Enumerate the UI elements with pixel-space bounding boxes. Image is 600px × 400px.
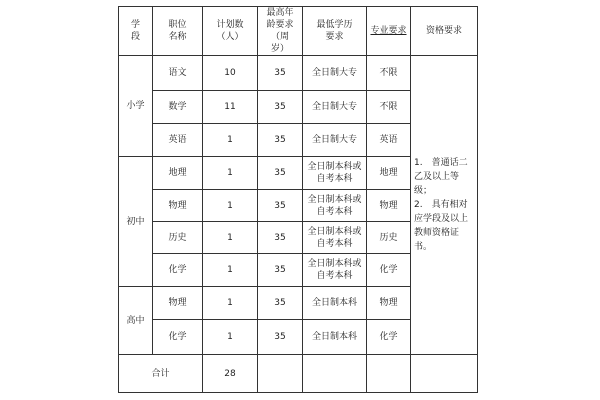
- major-cell: [367, 320, 411, 355]
- stage-cell-text: 小学: [126, 101, 145, 111]
- age-cell-text: 35: [274, 68, 286, 78]
- education-cell: [303, 190, 367, 222]
- subject-cell-text: 化学: [168, 332, 187, 342]
- plan-cell: [203, 254, 258, 287]
- plan-cell: [203, 91, 258, 124]
- age-cell-text: 35: [274, 200, 286, 211]
- plan-cell: [203, 287, 258, 320]
- subject-cell: [153, 157, 203, 190]
- education-cell: [303, 254, 367, 287]
- education-cell-text: 全日制本科: [311, 298, 357, 308]
- table-row: [119, 56, 478, 91]
- subject-cell: [153, 287, 203, 320]
- subject-cell: [153, 124, 203, 157]
- education-cell: [303, 287, 367, 320]
- major-cell: [367, 222, 411, 254]
- subject-cell-text: 地理: [168, 168, 187, 178]
- major-cell-text: 不限: [379, 68, 398, 78]
- empty-cell: [303, 355, 367, 393]
- age-cell-text: 35: [274, 298, 286, 308]
- age-cell: [258, 157, 303, 190]
- subject-cell-text: 英语: [168, 135, 187, 145]
- major-cell: [367, 157, 411, 190]
- education-cell: [303, 91, 367, 124]
- major-cell: [367, 124, 411, 157]
- education-cell-text: 全日制大专: [311, 102, 357, 112]
- major-cell-text: 化学: [379, 265, 398, 275]
- plan-cell: [203, 320, 258, 355]
- subject-cell-text: 数学: [168, 102, 187, 112]
- subject-cell: [153, 91, 203, 124]
- education-cell-text: 全日制本科: [311, 332, 357, 342]
- plan-cell-text: 1: [227, 200, 233, 211]
- age-cell-text: 35: [274, 232, 286, 243]
- subject-cell: [153, 56, 203, 91]
- plan-cell: [203, 157, 258, 190]
- major-cell-text: 地理: [379, 168, 398, 178]
- subject-cell-text: 语文: [168, 68, 187, 78]
- subject-cell-text: 化学: [168, 265, 187, 275]
- plan-cell-text: 1: [227, 168, 233, 178]
- education-cell-text: 全日制大专: [311, 135, 357, 145]
- major-cell: [367, 287, 411, 320]
- empty-cell: [411, 355, 478, 393]
- age-cell-text: 35: [274, 168, 286, 178]
- qualification-cell-text: 1. 普通话二乙及以上等级； 2. 具有相对应学段及以上教师资格证书。: [414, 158, 469, 252]
- plan-cell-text: 1: [227, 135, 233, 145]
- education-cell: [303, 56, 367, 91]
- age-cell: [258, 254, 303, 287]
- qualification-cell: [411, 56, 478, 355]
- total-plan-cell: [203, 355, 258, 393]
- empty-cell: [367, 355, 411, 393]
- header-stage: 学 段: [119, 7, 153, 56]
- age-cell: [258, 222, 303, 254]
- major-cell-text: 物理: [379, 298, 398, 308]
- plan-cell-text: 1: [227, 332, 233, 342]
- major-cell: [367, 254, 411, 287]
- age-cell: [258, 124, 303, 157]
- age-cell: [258, 190, 303, 222]
- age-cell-text: 35: [274, 102, 286, 112]
- header-min-education: 最低学历 要求: [303, 7, 367, 56]
- header-qualification: 资格要求: [411, 7, 478, 56]
- major-cell: [367, 56, 411, 91]
- total-label-cell-text: 合计: [151, 368, 170, 379]
- education-cell: [303, 157, 367, 190]
- age-cell: [258, 287, 303, 320]
- subject-cell: [153, 320, 203, 355]
- header-plan: 计划数 （人）: [203, 7, 258, 56]
- subject-cell: [153, 222, 203, 254]
- stage-cell-text: 初中: [126, 216, 145, 227]
- education-cell: [303, 124, 367, 157]
- major-cell-text: 物理: [379, 200, 398, 211]
- subject-cell: [153, 190, 203, 222]
- major-cell-text: 不限: [379, 102, 398, 112]
- age-cell-text: 35: [274, 265, 286, 275]
- plan-cell-text: 10: [224, 68, 236, 78]
- recruitment-table: [118, 6, 478, 393]
- plan-cell-text: 1: [227, 232, 233, 243]
- stage-cell: [119, 287, 153, 355]
- subject-cell: [153, 254, 203, 287]
- subject-cell-text: 历史: [168, 232, 187, 243]
- education-cell-text: 全日制本科或 自考本科: [307, 162, 362, 184]
- stage-cell-text: 高中: [126, 315, 145, 326]
- plan-cell: [203, 56, 258, 91]
- major-cell-text: 历史: [379, 232, 398, 243]
- subject-cell-text: 物理: [168, 200, 187, 211]
- education-cell-text: 全日制本科或 自考本科: [307, 194, 362, 217]
- empty-cell: [258, 355, 303, 393]
- education-cell: [303, 320, 367, 355]
- plan-cell: [203, 124, 258, 157]
- stage-cell: [119, 157, 153, 287]
- age-cell: [258, 320, 303, 355]
- stage-cell: [119, 56, 153, 157]
- header-major: 专业要求: [367, 7, 411, 56]
- header-row: [119, 7, 478, 56]
- education-cell: [303, 222, 367, 254]
- major-cell: [367, 91, 411, 124]
- total-label-cell: [119, 355, 203, 393]
- subject-cell-text: 物理: [168, 298, 187, 308]
- plan-cell: [203, 190, 258, 222]
- education-cell-text: 全日制本科或 自考本科: [307, 226, 362, 249]
- plan-cell: [203, 222, 258, 254]
- education-cell-text: 全日制本科或 自考本科: [307, 259, 362, 281]
- major-cell: [367, 190, 411, 222]
- age-cell-text: 35: [274, 332, 286, 342]
- major-cell-text: 英语: [379, 135, 398, 145]
- total-row: [119, 355, 478, 393]
- total-plan-cell-text: 28: [224, 368, 236, 379]
- age-cell: [258, 56, 303, 91]
- age-cell-text: 35: [274, 135, 286, 145]
- plan-cell-text: 1: [227, 265, 233, 275]
- education-cell-text: 全日制大专: [311, 68, 357, 78]
- plan-cell-text: 11: [224, 102, 236, 112]
- major-cell-text: 化学: [379, 332, 398, 342]
- age-cell: [258, 91, 303, 124]
- plan-cell-text: 1: [227, 298, 233, 308]
- header-position: 职位 名称: [153, 7, 203, 56]
- header-max-age: 最高年 龄要求（周 岁）: [258, 7, 303, 56]
